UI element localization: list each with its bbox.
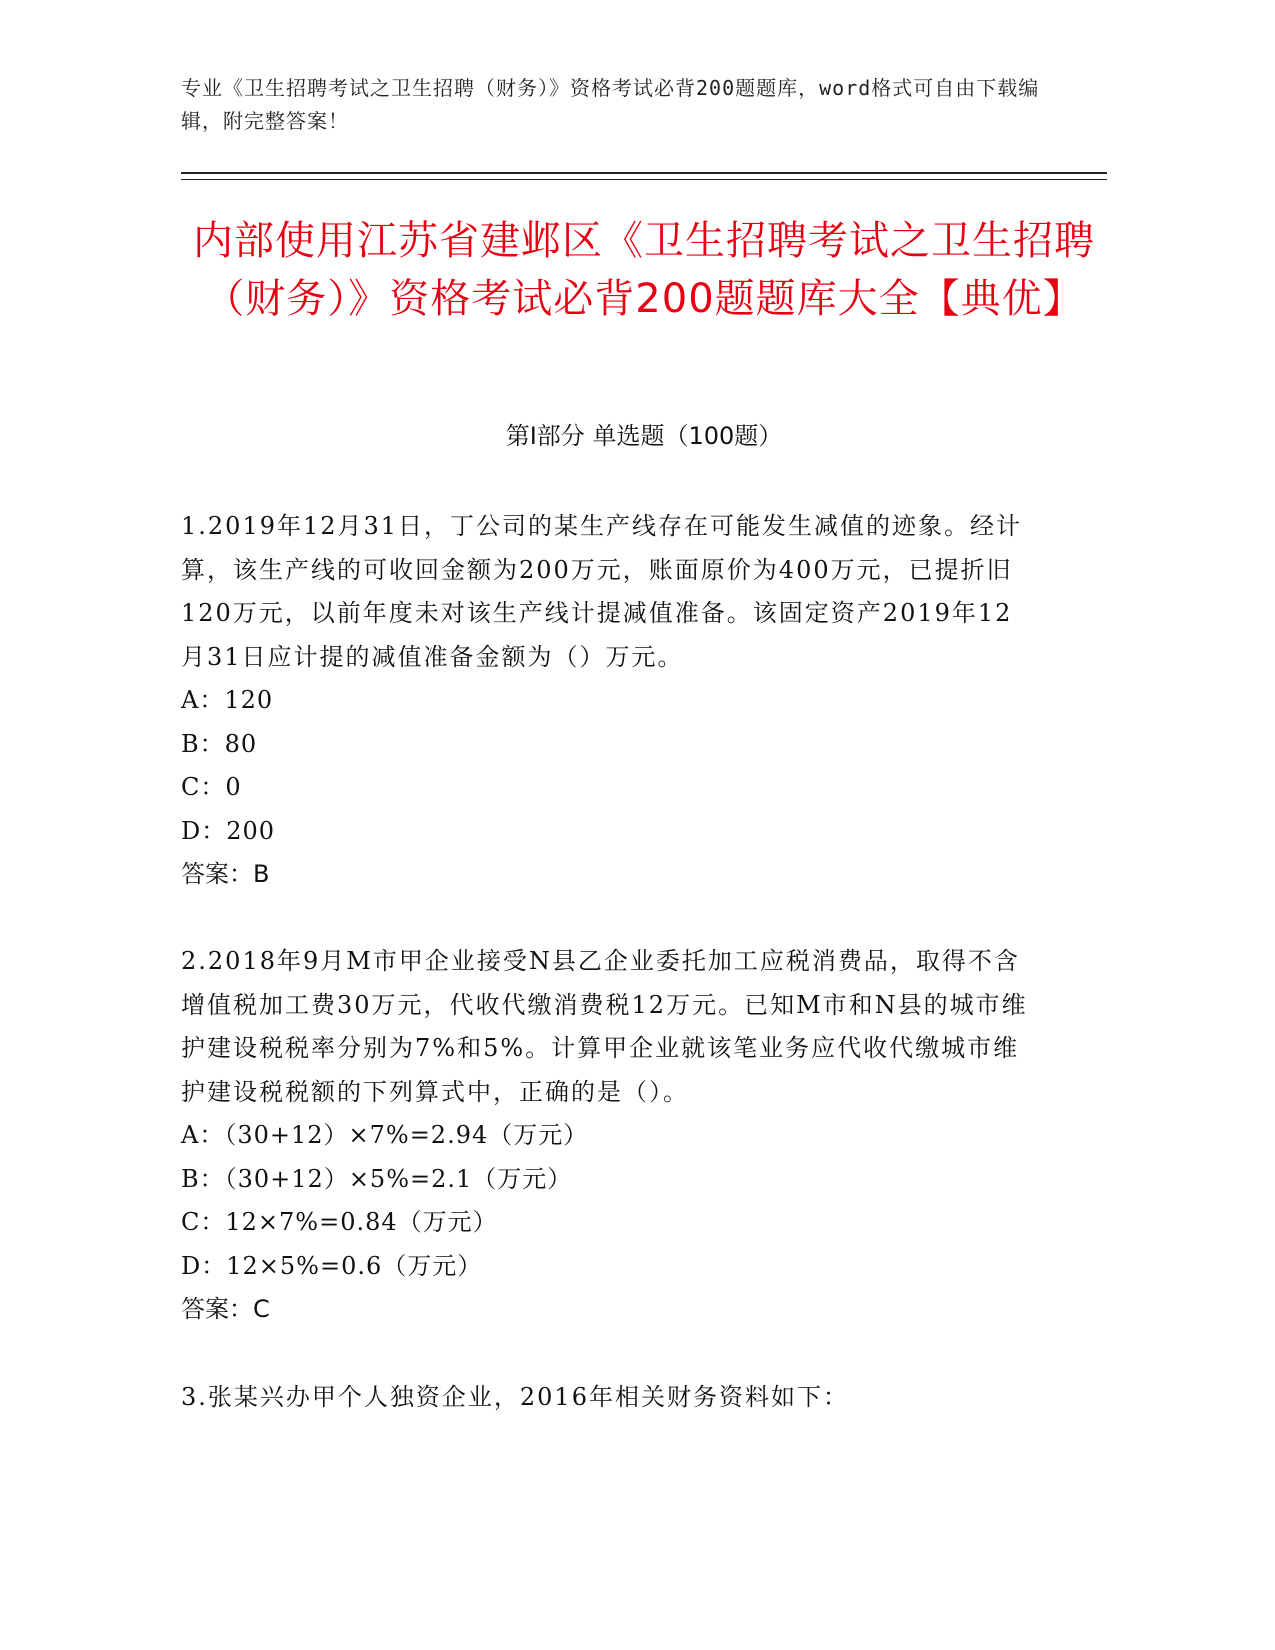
option-a: A：（30+12）×7%=2.94（万元） <box>181 1121 589 1149</box>
question-stem: 3.张某兴办甲个人独资企业，2016年相关财务资料如下： <box>181 1383 849 1411</box>
header-rule-thick <box>181 172 1107 174</box>
question-1 <box>181 505 1031 897</box>
option-d: D：12×5%=0.6（万元） <box>181 1251 483 1280</box>
question-2 <box>181 940 1031 1332</box>
question-stem: 2.2018年9月M市甲企业接受N县乙企业委托加工应税消费品，取得不含增值税加工费30万元，代收代缴消费税12万元。已知M市和N县的城市维护建设税税率分别为7%和5%。计算甲企业就该笔业务应代收代缴城市维护建设税税额的下列算式中，正确的是（）。 <box>181 947 1028 1106</box>
section-title: 第Ⅰ部分 单选题（100题） <box>505 422 783 450</box>
option-d: D：200 <box>181 816 276 845</box>
answer: 答案：C <box>181 1295 270 1323</box>
question-3 <box>181 1376 1031 1420</box>
document-title: 内部使用江苏省建邺区《卫生招聘考试之卫生招聘（财务）》资格考试必背200题题库大全【典优】 <box>193 218 1095 322</box>
header-note: 专业《卫生招聘考试之卫生招聘（财务）》资格考试必背200题题库，word格式可自由下载编辑，附完整答案！ <box>181 76 1040 133</box>
header-rule-thin <box>181 179 1107 180</box>
option-a: A：120 <box>181 686 274 714</box>
option-b: B：80 <box>181 729 258 758</box>
answer: 答案：B <box>181 860 270 888</box>
option-b: B：（30+12）×5%=2.1（万元） <box>181 1164 573 1193</box>
question-stem: 1.2019年12月31日，丁公司的某生产线存在可能发生减值的迹象。经计算，该生产线的可收回金额为200万元，账面原价为400万元，已提折旧120万元，以前年度未对该生产线计提减值准备。该固定资产2019年12月31日应计提的减值准备金额为（）万元。 <box>181 512 1023 671</box>
option-c: C：0 <box>181 773 242 801</box>
option-c: C：12×7%=0.84（万元） <box>181 1208 498 1236</box>
